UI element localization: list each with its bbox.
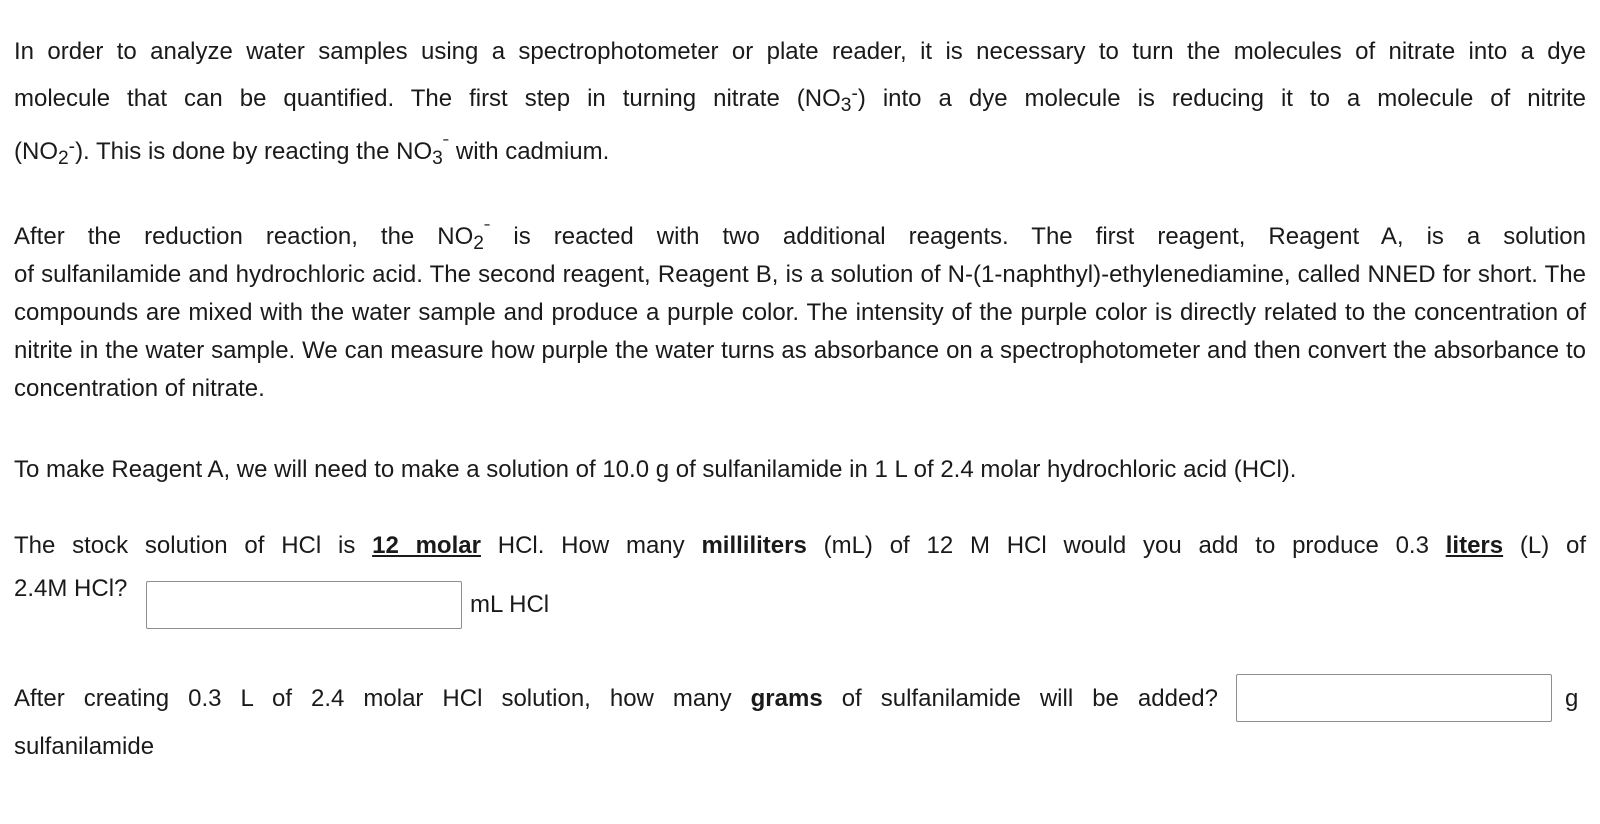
intro-line-3: $(NO_2^-)$. This is done by reacting the $NO_3^ˉ$ with cadmium. — [14, 136, 610, 169]
subscript: 3 — [840, 94, 852, 116]
emphasis-milliliters: milliliters — [701, 532, 807, 559]
superscript: ˉ — [483, 221, 491, 243]
question-2-line-1: After creating 0.3 L of 2.4 molar HCl solution, how many grams of sulfanilamide will be added? — [14, 685, 1218, 712]
superscript: - — [68, 136, 76, 158]
subscript: 2 — [58, 147, 69, 169]
reagent-paragraph — [14, 218, 1586, 408]
emphasis-liters: liters — [1445, 532, 1504, 559]
reagent-body: of sulfanilamide and hydrochloric acid. The second reagent, Reagent B, is a solution of N-(1-naphthyl)-ethylenediamine, called NNED for short. The compounds are mixed with the water sample and produce a purple color. The intensity of the purple color is directly related to the concentration of nitrite in the water sample. We can measure how purple the water turns as absorbance on a spectrophotometer and then convert the absorbance to concentration of nitrate. — [14, 261, 1586, 402]
question-1-line-1: The stock solution of HCl is 12 molar HCl. How many milliliters (mL) of 12 M HCl would you add to produce 0.3 liters (L) of — [14, 532, 1587, 559]
hcl-volume-answer-input[interactable] — [146, 581, 462, 629]
intro-line-2: molecule that can be quantified. The first step in turning nitrate $(NO_3^-)$ into a dye molecule is reducing it to a molecule of nitrite — [14, 83, 1586, 116]
emphasis-grams: grams — [750, 685, 823, 712]
emphasis-12-molar: 12 molar — [372, 532, 481, 559]
reagent-line-1: After the reduction reaction, the $NO_2^ˉ$ is reacted with two additional reagents. The first reagent, Reagent A, is a solution — [14, 221, 1587, 254]
reagent-a-paragraph: To make Reagent A, we will need to make a solution of 10.0 g of sulfanilamide in 1 L of 2.4 molar hydrochloric acid (HCl). — [14, 456, 1297, 483]
intro-line-1: In order to analyze water samples using a spectrophotometer or plate reader, it is necessary to turn the molecules of nitrate into a dye — [14, 38, 1586, 65]
grams-unit-label: g — [1565, 685, 1579, 712]
intro-paragraph — [14, 28, 1586, 175]
superscript: - — [851, 83, 858, 105]
question-1 — [14, 527, 1586, 565]
superscript: ˉ — [442, 136, 450, 158]
subscript: 2 — [473, 232, 484, 254]
sulfanilamide-mass-answer-input[interactable] — [1236, 674, 1552, 722]
question-1-line-2: 2.4M HCl? — [14, 575, 128, 602]
subscript: 3 — [432, 147, 443, 169]
hcl-unit-label: mL HCl — [470, 591, 550, 618]
question-2-line-2: sulfanilamide — [14, 733, 155, 760]
